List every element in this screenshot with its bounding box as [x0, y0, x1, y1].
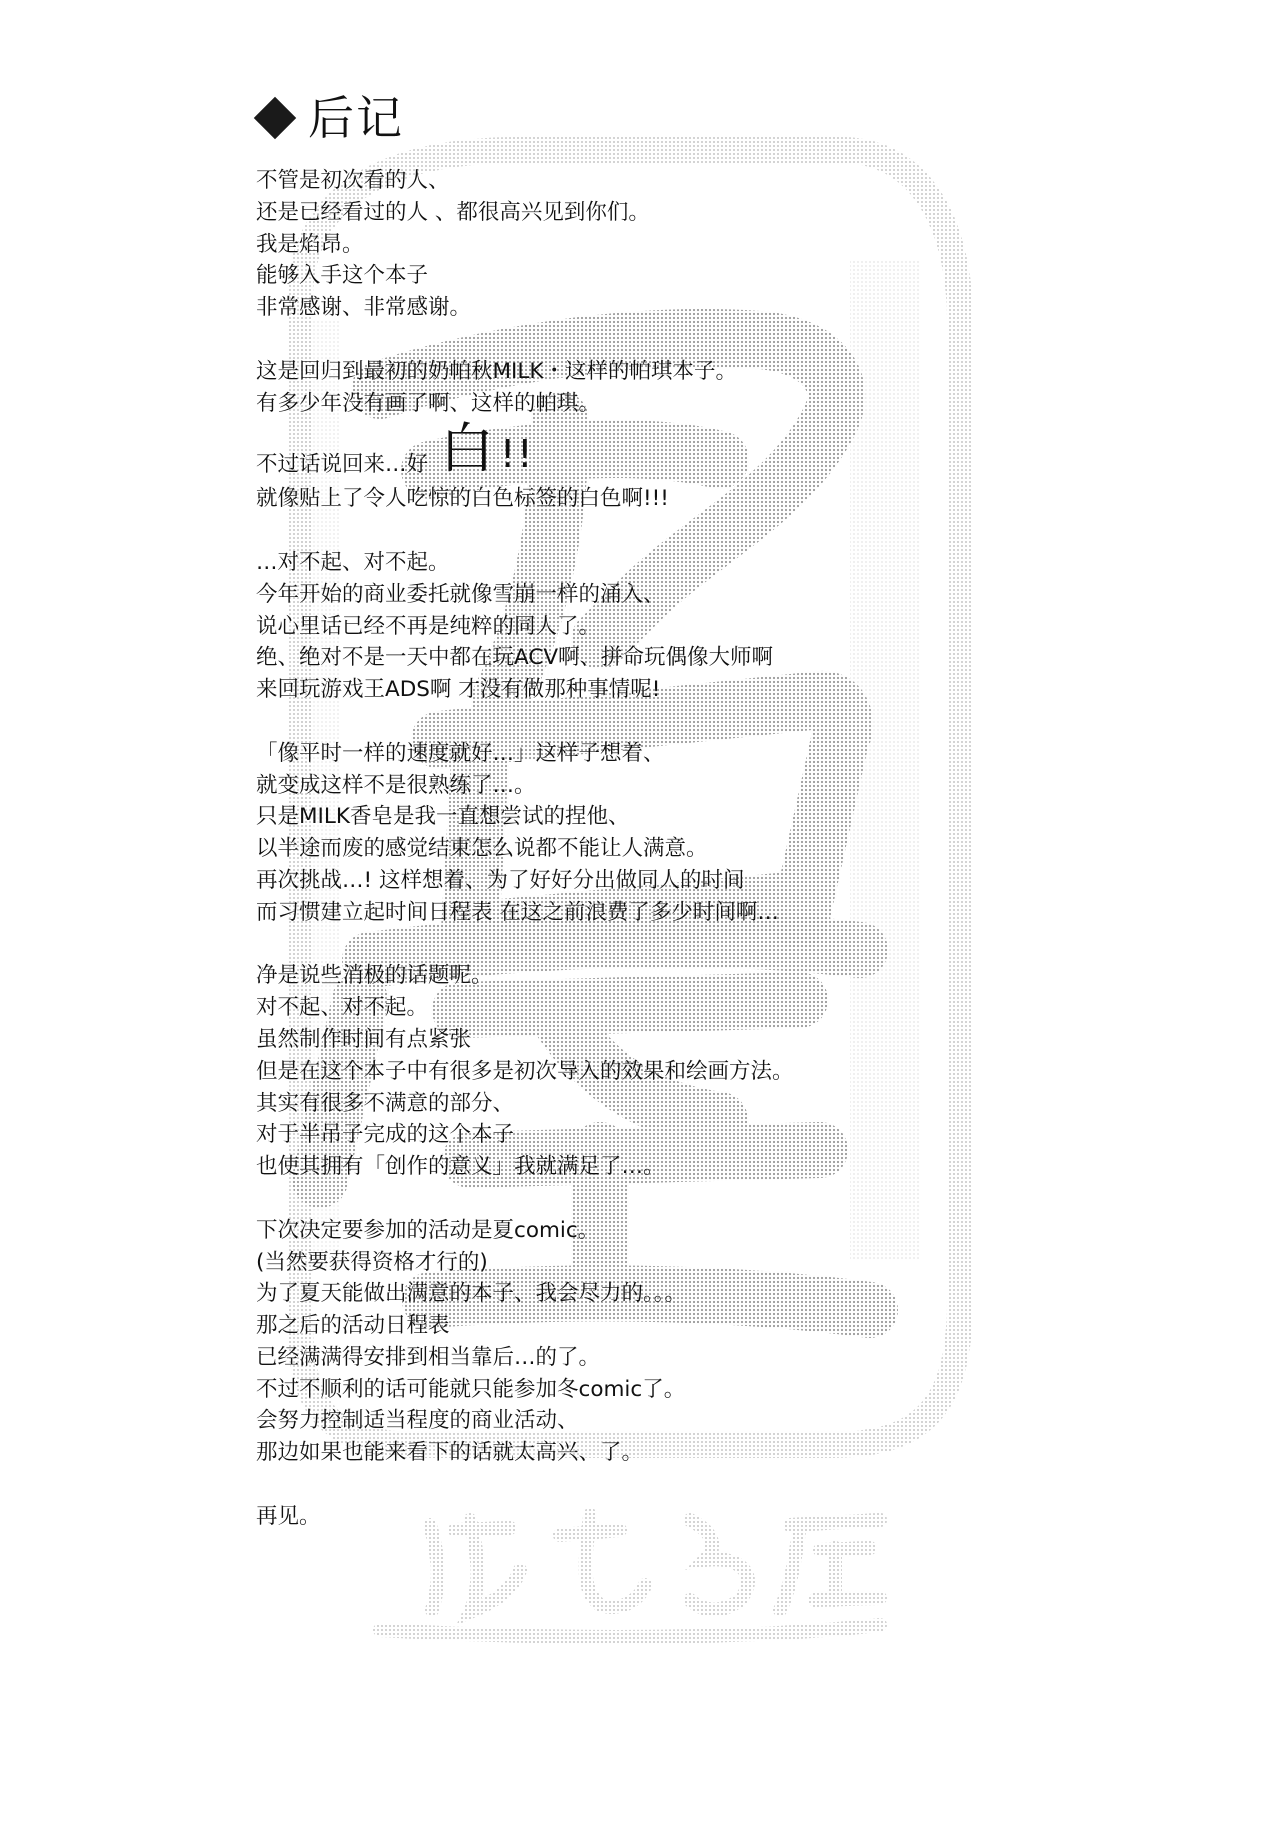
text-line: …对不起、对不起。: [256, 549, 450, 575]
text-line: 为了夏天能做出满意的本子、我会尽力的。。。: [256, 1281, 687, 1307]
text-line: 不过不顺利的话可能就只能参加冬comic了。: [256, 1376, 686, 1402]
text-line: 这是回归到最初的奶帕秋MILK・这样的帕琪本子。: [256, 358, 737, 384]
text-line: 就像贴上了令人吃惊的白色标签的白色啊!!!: [256, 486, 669, 512]
text-line: 对不起、对不起。: [256, 995, 429, 1021]
text-line: 而习惯建立起时间日程表 在这之前浪费了多少时间啊…: [256, 899, 779, 925]
script-signature: [380, 1515, 880, 1637]
text-line: 再次挑战…! 这样想着、为了好好分出做同人的时间: [256, 867, 745, 893]
text-line: 净是说些消极的话题呢。: [256, 963, 493, 989]
text-line: 能够入手这个本子: [256, 263, 429, 289]
emphasis-bangs: !!: [500, 432, 535, 477]
paragraph-gap: [256, 324, 1156, 356]
text-line: 只是MILK香皂是我一直想尝试的捏他、: [256, 804, 630, 830]
emphasis-line: [256, 417, 1156, 483]
text-line: 说心里话已经不再是纯粹的同人了。: [256, 613, 601, 639]
paragraph-gap: [256, 706, 1156, 738]
text-line: 下次决定要参加的活动是夏comic。: [256, 1217, 600, 1243]
text-line: 虽然制作时间有点紧张: [256, 1026, 472, 1052]
text-line: 就变成这样不是很熟练了…。: [256, 772, 536, 798]
text-line: 今年开始的商业委托就像雪崩一样的涌入、: [256, 581, 665, 607]
text-line: (当然要获得资格才行的): [256, 1249, 488, 1275]
text-line: 也使其拥有「创作的意义」我就满足了…。: [256, 1154, 665, 1180]
emphasis-prefix: 不过话说回来…好: [256, 452, 429, 478]
text-line: 再见。: [256, 1503, 321, 1529]
diamond-bullet-icon: [254, 97, 296, 139]
text-line: 会努力控制适当程度的商业活动、: [256, 1408, 579, 1434]
text-line: 其实有很多不满意的部分、: [256, 1090, 515, 1116]
text-line: 以半途而废的感觉结束怎么说都不能让人满意。: [256, 836, 708, 862]
emphasis-big-char: 白: [440, 417, 494, 481]
heading-title: 后记: [308, 91, 404, 145]
text-line: 对于半吊子完成的这个本子: [256, 1122, 515, 1148]
text-line: 来回玩游戏王ADS啊 才没有做那种事情呢!: [256, 677, 661, 703]
text-line: 有多少年没有画了啊、这样的帕琪。: [256, 390, 601, 416]
text-line: 已经满满得安排到相当靠后…的了。: [256, 1344, 601, 1370]
paragraph-gap: [256, 1183, 1156, 1215]
paragraph-gap: [256, 1469, 1156, 1501]
paragraph-gap: [256, 515, 1156, 547]
text-line: 那之后的活动日程表: [256, 1313, 450, 1339]
text-line: 非常感谢、非常感谢。: [256, 295, 472, 321]
text-line: 但是在这个本子中有很多是初次导入的效果和绘画方法。: [256, 1058, 794, 1084]
text-line: 「像平时一样的速度就好…」这样子想着、: [256, 740, 665, 766]
text-line: 不管是初次看的人、: [256, 168, 450, 193]
paragraph-gap: [256, 419, 1156, 433]
afterword-heading: [252, 88, 404, 148]
text-line: 绝、绝对不是一天中都在玩ACV啊、拼命玩偶像大师啊: [256, 645, 774, 671]
text-line: 还是已经看过的人 、都很高兴见到你们。: [256, 199, 650, 225]
afterword-body: [256, 165, 1156, 1533]
paragraph-gap: [256, 929, 1156, 961]
text-line: 那边如果也能来看下的话就太高兴、了。: [256, 1440, 644, 1466]
text-line: 我是焰昂。: [256, 231, 364, 257]
